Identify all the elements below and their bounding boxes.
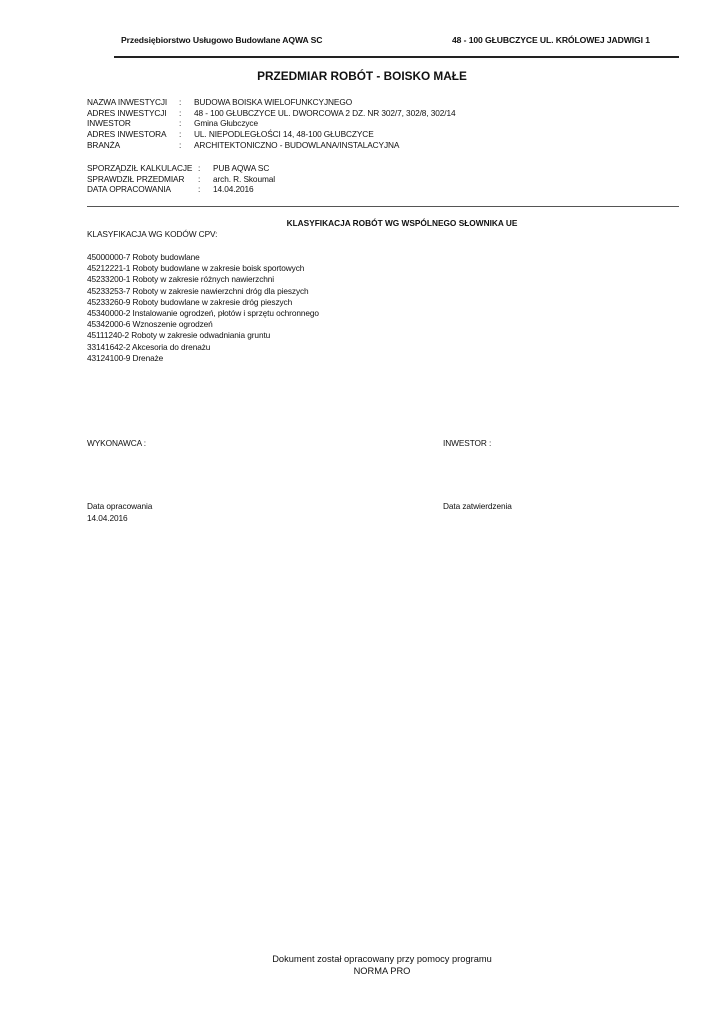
info-label: SPORZĄDZIŁ KALKULACJE	[87, 163, 193, 173]
info-row	[87, 174, 387, 185]
info-label: BRANŻA	[87, 139, 121, 150]
cpv-item: 45000000-7 Roboty budowlane	[87, 252, 200, 262]
info-value: BUDOWA BOISKA WIELOFUNKCYJNEGO	[194, 97, 353, 107]
footer-line-1: Dokument został opracowany przy pomocy programu	[272, 954, 492, 964]
company-name: Przedsiębiorstwo Usługowo Budowlane AQWA SC	[121, 35, 323, 45]
info-row	[87, 184, 387, 195]
cpv-list	[87, 252, 319, 364]
info-label: NAZWA INWESTYCJI	[87, 97, 168, 107]
info-separator: :	[179, 139, 182, 150]
cpv-item: 33141642-2 Akcesoria do drenażu	[87, 341, 211, 352]
info-row	[87, 163, 387, 174]
classification-title: KLASYFIKACJA ROBÓT WG WSPÓLNEGO SŁOWNIKA UE	[286, 218, 518, 228]
prep-date-value: 14.04.2016	[87, 513, 128, 523]
cpv-label: KLASYFIKACJA WG KODÓW CPV:	[87, 229, 218, 239]
info-value: Gmina Głubczyce	[194, 118, 258, 129]
info-row	[87, 129, 487, 140]
investor-label: INWESTOR :	[443, 438, 492, 448]
cpv-item: 45233260-9 Roboty budowlane w zakresie dróg pieszych	[87, 296, 293, 307]
info-label: ADRES INWESTORA	[87, 129, 167, 140]
info-separator: :	[198, 184, 201, 195]
cpv-item: 45233200-1 Roboty w zakresie różnych nawierzchni	[87, 274, 275, 285]
approval-date-label: Data zatwierdzenia	[443, 501, 512, 511]
footer-line-2: NORMA PRO	[353, 965, 411, 976]
contractor-label: WYKONAWCA :	[87, 438, 146, 448]
info-row	[87, 108, 487, 119]
page-title: PRZEDMIAR ROBÓT - BOISKO MAŁE	[257, 69, 467, 83]
prep-date-label: Data opracowania	[87, 501, 153, 511]
info-separator: :	[179, 129, 182, 140]
info-row	[87, 118, 487, 129]
cpv-item: 45212221-1 Roboty budowlane w zakresie boisk sportowych	[87, 263, 305, 274]
section-divider	[87, 206, 679, 207]
cpv-item: 45111240-2 Roboty w zakresie odwadniania gruntu	[87, 330, 271, 341]
cpv-item: 45342000-6 Wznoszenie ogrodzeń	[87, 319, 213, 330]
info-separator: :	[179, 118, 182, 129]
info-label: INWESTOR	[87, 118, 131, 129]
info-label: SPRAWDZIŁ PRZEDMIAR	[87, 173, 185, 184]
info-value: UL. NIEPODLEGŁOŚCI 14, 48-100 GŁUBCZYCE	[194, 129, 374, 140]
info-value: ARCHITEKTONICZNO - BUDOWLANA/INSTALACYJNA	[194, 139, 400, 150]
info-value: PUB AQWA SC	[213, 163, 270, 173]
info-separator: :	[179, 107, 182, 118]
info-value: arch. R. Skoumal	[213, 173, 276, 184]
info-label: ADRES INWESTYCJI	[87, 107, 167, 118]
prepared-info	[87, 163, 387, 195]
info-value: 14.04.2016	[213, 184, 254, 195]
company-address: 48 - 100 GŁUBCZYCE UL. KRÓLOWEJ JADWIGI 1	[452, 35, 650, 45]
info-label: DATA OPRACOWANIA	[87, 184, 171, 195]
header-rule	[114, 56, 679, 58]
info-separator: :	[198, 173, 201, 184]
cpv-item: 43124100-9 Drenaże	[87, 352, 164, 363]
info-value: 48 - 100 GŁUBCZYCE UL. DWORCOWA 2 DZ. NR 302/7, 302/8, 302/14	[194, 107, 456, 118]
footer	[0, 954, 724, 977]
investment-info	[87, 97, 487, 150]
cpv-item: 45340000-2 Instalowanie ogrodzeń, płotów i sprzętu ochronnego	[87, 308, 319, 319]
cpv-item: 45233253-7 Roboty w zakresie nawierzchni dróg dla pieszych	[87, 285, 309, 296]
info-row	[87, 140, 487, 151]
info-separator: :	[198, 163, 201, 173]
info-row	[87, 97, 487, 108]
info-separator: :	[179, 97, 182, 107]
